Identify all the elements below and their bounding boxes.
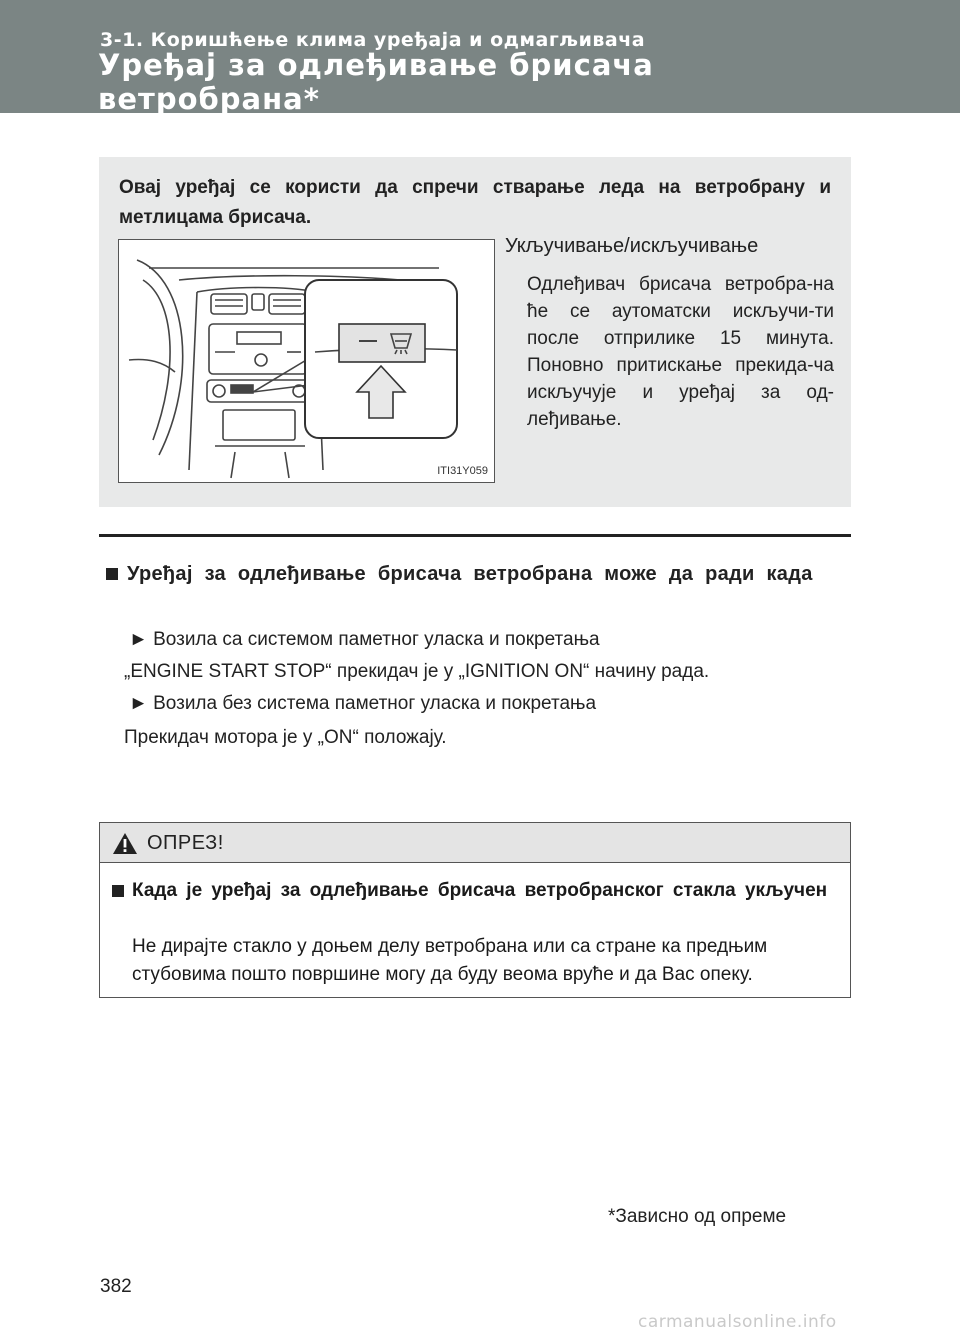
conditions-heading (106, 558, 836, 590)
intro-text: Овај уређај се користи да спречи стварање леда на ветробрану и метлицама брисача. (119, 177, 831, 228)
condition-item: ► Возила са системом паметног уласка и покретања (129, 629, 600, 650)
condition-item: „ENGINE START STOP“ прекидач је у „IGNITION ON“ начину рада. (124, 661, 710, 682)
square-bullet-icon (112, 885, 124, 897)
condition-item: ► Возила без система паметног уласка и покретања (129, 693, 597, 714)
operation-title: Укључивање/искључивање (505, 235, 759, 257)
caution-heading: Када је уређај за одлеђивање брисача ветробранског стакла укључен (132, 880, 828, 901)
dashboard-drawing (119, 240, 493, 481)
section-title: 3-1. Коришћење клима уређаја и одмагљивача (100, 29, 646, 51)
caution-box (99, 822, 851, 998)
figure-code: ITI31Y059 (437, 465, 488, 477)
condition-item: Прекидач мотора је у „ON“ положају. (124, 727, 447, 748)
page-title-line-2: ветробрана* (98, 82, 320, 116)
warning-triangle-icon (112, 832, 138, 855)
page-title (98, 48, 654, 116)
page-title-line-1: Уређај за одлеђивање брисача (98, 48, 654, 82)
caution-header (100, 823, 850, 863)
conditions-heading-text: Уређај за одлеђивање брисача ветробрана може да ради када (127, 563, 813, 585)
page-number: 382 (100, 1276, 132, 1297)
intro-box (99, 157, 851, 507)
operation-text: Одлеђивач брисача ветробра-на ће се аутоматски искључи-ти после отприлике 15 минута. Поновно притискање прекида-ча искључује и уређај за од-леђивање. (527, 274, 834, 430)
section-divider (99, 534, 851, 537)
dashboard-illustration (118, 239, 495, 483)
caution-body: Не дирајте стакло у доњем делу ветробрана или са стране ка предњим стубовима пошто површине могу да буду веома вруће и да Вас опеку. (132, 936, 768, 985)
chapter-header (0, 0, 960, 116)
square-bullet-icon (106, 568, 118, 580)
caution-label: ОПРЕЗ! (147, 832, 224, 854)
footnote: *Зависно од опреме (608, 1206, 787, 1227)
watermark: carmanualsonline.info (638, 1312, 837, 1332)
